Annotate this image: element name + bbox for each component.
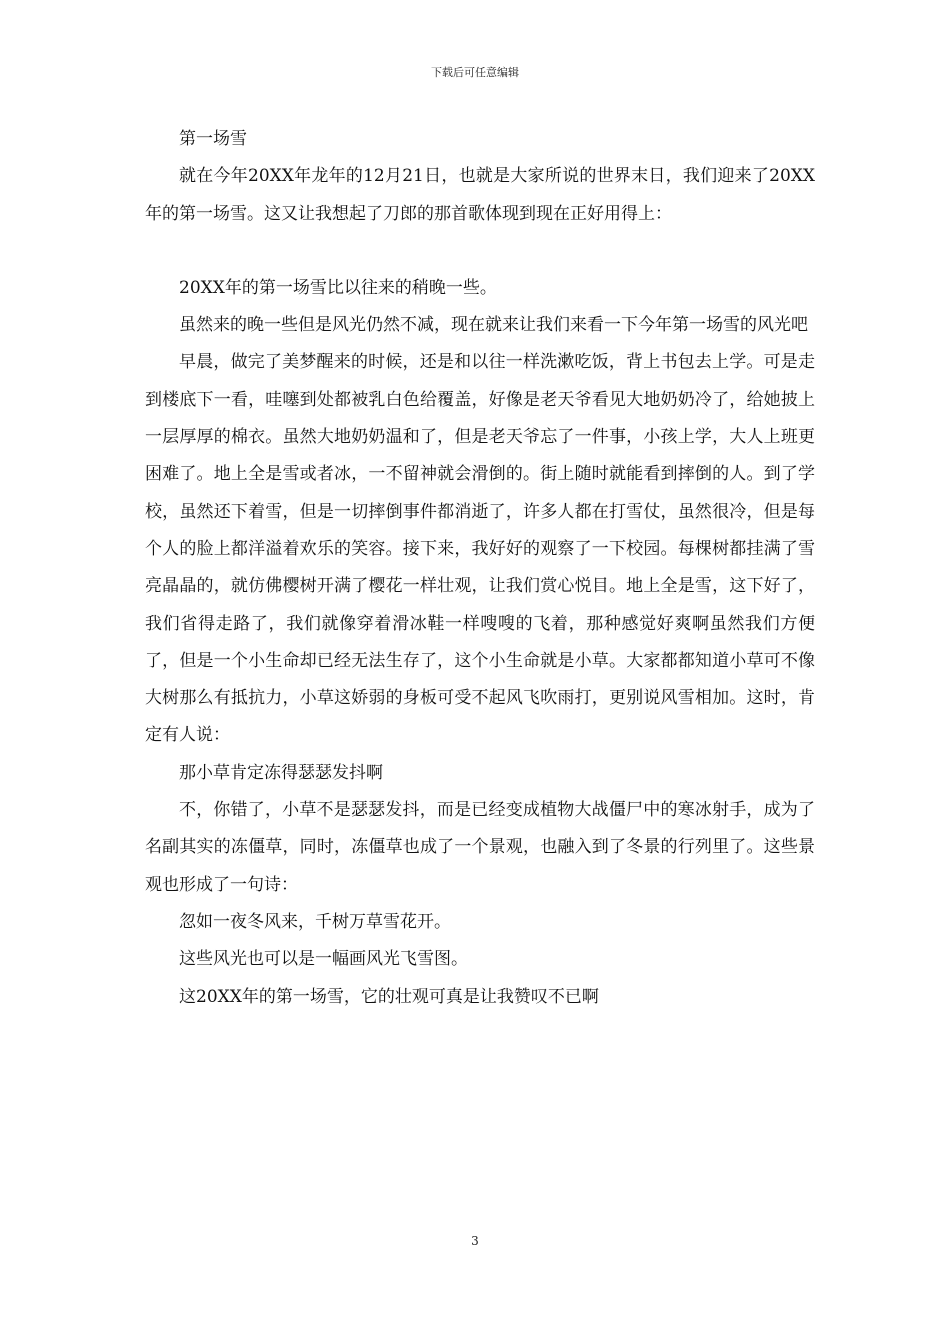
paragraph: 这些风光也可以是一幅画风光飞雪图。 [179, 949, 468, 970]
paragraph: 虽然来的晚一些但是风光仍然不减，现在就来让我们来看一下今年第一场雪的风光吧 [179, 315, 808, 336]
paragraph: 这20XX年的第一场雪，它的壮观可真是让我赞叹不已啊 [179, 986, 599, 1007]
page-header-note: 下载后可任意编辑 [431, 66, 519, 79]
poem-line: 忽如一夜冬风来，千树万草雪花开。 [179, 911, 451, 932]
page-number: 3 [471, 1234, 479, 1248]
document-title: 第一场雪 [179, 129, 247, 149]
paragraph: 不，你错了，小草不是瑟瑟发抖，而是已经变成植物大战僵尸中的寒冰射手，成为了名副其实的冻僵草，同时，冻僵草也成了一个景观，也融入到了冬景的行列里了。这些景观也形成了一句诗： [145, 800, 815, 895]
document-body [145, 121, 815, 1016]
paragraph: 早晨，做完了美梦醒来的时候，还是和以往一样洗漱吃饭，背上书包去上学。可是走到楼底下一看，哇噻到处都被乳白色给覆盖，好像是老天爷看见大地奶奶冷了，给她披上一层厚厚的棉衣。虽然大地奶奶温和了，但是老天爷忘了一件事，小孩上学，大人上班更困难了。地上全是雪或者冰，一不留神就会滑倒的。街上随时就能看到摔倒的人。到了学校，虽然还下着雪，但是一切摔倒事件都消逝了，许多人都在打雪仗，虽然很冷，但是每个人的脸上都洋溢着欢乐的笑容。接下来，我好好的观察了一下校园。每棵树都挂满了雪亮晶晶的，就仿佛樱树开满了樱花一样壮观，让我们赏心悦目。地上全是雪，这下好了，我们省得走路了，我们就像穿着滑冰鞋一样嗖嗖的飞着，那种感觉好爽啊虽然我们方便了，但是一个小生命却已经无法生存了，这个小生命就是小草。大家都都知道小草可不像大树那么有抵抗力，小草这娇弱的身板可受不起风飞吹雨打，更别说风雪相加。这时，肯定有人说： [145, 352, 815, 746]
blank-line [145, 233, 815, 270]
paragraph: 20XX年的第一场雪比以往来的稍晚一些。 [179, 277, 497, 298]
paragraph: 那小草肯定冻得瑟瑟发抖啊 [179, 762, 383, 783]
paragraph: 就在今年20XX年龙年的12月21日，也就是大家所说的世界末日，我们迎来了20XX年的第一场雪。这又让我想起了刀郎的那首歌体现到现在正好用得上： [145, 166, 815, 224]
